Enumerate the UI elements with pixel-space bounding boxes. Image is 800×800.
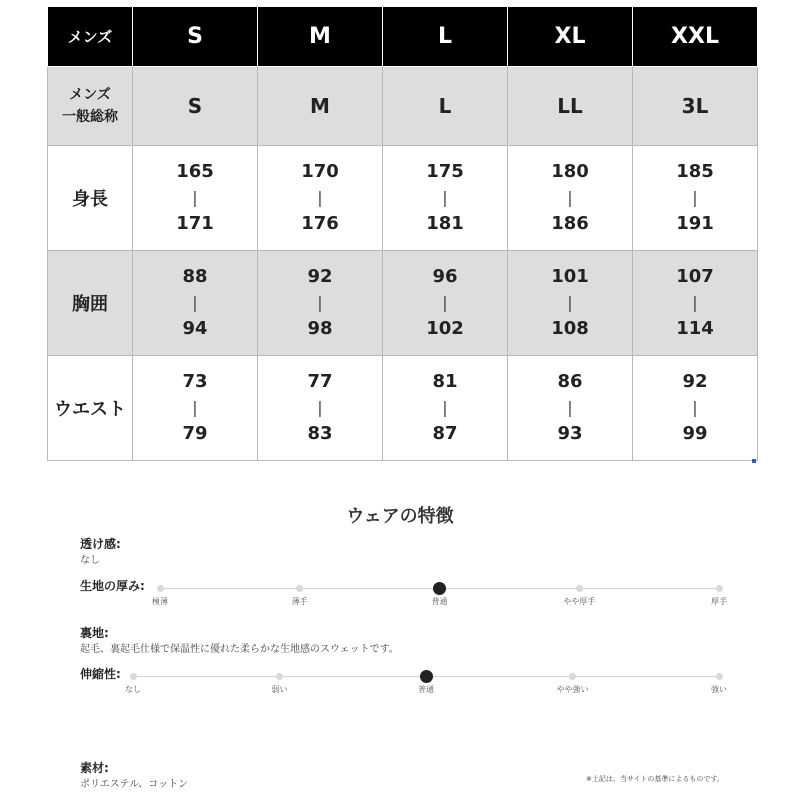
size-chart-table xyxy=(47,6,758,461)
stretch-scale-label: なし xyxy=(125,685,141,694)
features-title: ウェアの特徴 xyxy=(346,506,454,527)
transparency-value: なし xyxy=(80,555,100,566)
height-label: 身長 xyxy=(48,146,133,251)
general-size-xl: LL xyxy=(508,67,633,146)
chest-range-xl: 101 | 108 xyxy=(551,266,589,339)
chest-range-l: 96 | 102 xyxy=(426,266,464,339)
stretch-scale xyxy=(125,671,727,695)
waist-range-s: 73 | 79 xyxy=(182,371,208,444)
lining-label: 裏地: xyxy=(80,626,109,640)
waist-label: ウエスト xyxy=(48,356,133,461)
height-row xyxy=(48,146,758,251)
table-corner-marker xyxy=(752,459,756,463)
thickness-scale-selected-dot xyxy=(433,582,446,595)
height-range-s: 165 | 171 xyxy=(176,161,214,234)
stretch-scale-label: 普通 xyxy=(418,685,434,694)
stretch-scale-label: 強い xyxy=(711,685,727,694)
transparency-label: 透け感: xyxy=(80,537,121,551)
material-value: ポリエステル、コットン xyxy=(80,779,189,790)
height-range-xl: 180 | 186 xyxy=(551,161,589,234)
size-col-m: M xyxy=(258,7,383,67)
waist-range-l: 81 | 87 xyxy=(432,371,458,444)
waist-row xyxy=(48,356,758,461)
size-col-xxl: XXL xyxy=(633,7,758,67)
general-size-s: S xyxy=(133,67,258,146)
waist-range-xl: 86 | 93 xyxy=(557,371,583,444)
general-size-l: L xyxy=(383,67,508,146)
chest-row xyxy=(48,251,758,356)
stretch-scale-label: やや強い xyxy=(556,685,589,694)
thickness-scale xyxy=(152,583,727,607)
waist-range-xxl: 92 | 99 xyxy=(682,371,708,444)
thickness-scale-dot xyxy=(716,585,723,592)
size-col-l: L xyxy=(383,7,508,67)
lining-value: 起毛、裏起毛仕様で保温性に優れた柔らかな生地感のスウェットです。 xyxy=(80,644,399,655)
chest-range-m: 92 | 98 xyxy=(307,266,333,339)
general-size-label: メンズ 一般総称 xyxy=(48,67,133,146)
stretch-scale-dot xyxy=(569,673,576,680)
thickness-scale-label: 厚手 xyxy=(711,597,727,606)
stretch-label: 伸縮性: xyxy=(80,667,121,681)
thickness-scale-label: 極薄 xyxy=(152,597,168,606)
thickness-scale-label: 薄手 xyxy=(291,597,308,606)
thickness-label: 生地の厚み: xyxy=(80,579,145,593)
stretch-scale-label: 弱い xyxy=(271,685,288,694)
thickness-scale-label: やや厚手 xyxy=(563,597,596,606)
chest-range-xxl: 107 | 114 xyxy=(676,266,714,339)
disclaimer-note: ※上記は、当サイトの基準によるものです。 xyxy=(586,775,724,783)
general-size-xxl: 3L xyxy=(633,67,758,146)
stretch-scale-dot xyxy=(716,673,723,680)
height-range-xxl: 185 | 191 xyxy=(676,161,714,234)
thickness-scale-dot xyxy=(576,585,583,592)
height-range-m: 170 | 176 xyxy=(301,161,339,234)
thickness-scale-dot xyxy=(296,585,303,592)
size-col-s: S xyxy=(133,7,258,67)
general-size-m: M xyxy=(258,67,383,146)
general-size-row xyxy=(48,67,758,146)
size-header-row xyxy=(48,7,758,67)
material-label: 素材: xyxy=(80,761,109,775)
thickness-scale-dot xyxy=(157,585,164,592)
stretch-scale-selected-dot xyxy=(420,670,433,683)
waist-range-m: 77 | 83 xyxy=(307,371,333,444)
stretch-scale-dot xyxy=(130,673,137,680)
size-col-xl: XL xyxy=(508,7,633,67)
chest-range-s: 88 | 94 xyxy=(182,266,208,339)
height-range-l: 175 | 181 xyxy=(426,161,464,234)
chest-label: 胸囲 xyxy=(48,251,133,356)
thickness-scale-label: 普通 xyxy=(431,597,448,606)
header-label-mens: メンズ xyxy=(48,7,133,67)
stretch-scale-dot xyxy=(276,673,283,680)
